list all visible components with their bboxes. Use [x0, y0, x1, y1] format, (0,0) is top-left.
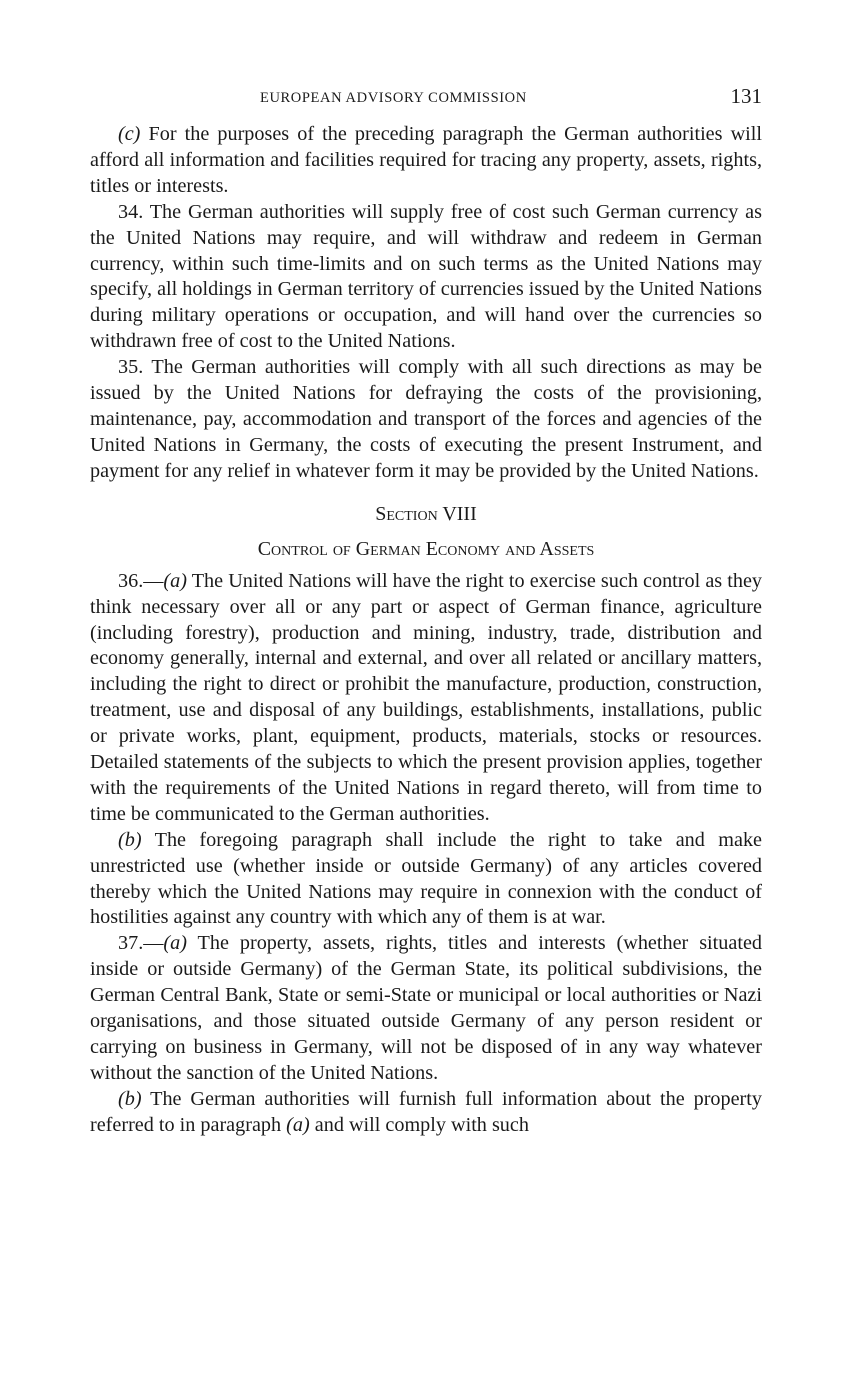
paragraph-36b — [90, 828, 762, 932]
section-title: Control of German Economy and Assets — [257, 537, 595, 560]
page-number: 131 — [730, 84, 762, 108]
paragraph-mark: (a) — [163, 932, 187, 955]
paragraph-35 — [90, 355, 762, 485]
paragraph-mark: (b) — [118, 828, 142, 851]
section-heading: Section VIII — [375, 502, 477, 525]
paragraph-text: 34. The German authorities will supply free of cost such German currency as the United Nations may require, and will withdraw and redeem in German currency, within such time-limits and on such terms as the United Nations may specify, all holdings in German territory of currencies issued by the United Nations during military operations or occupation, and will hand over the currencies so withdrawn free of cost to the United Nations. — [90, 200, 762, 353]
page-header — [90, 84, 762, 114]
paragraph-mark: (b) — [118, 1087, 142, 1110]
paragraph-text: 35. The German authorities will comply with all such directions as may be issued by the United Nations for defraying the costs of the provisioning, maintenance, pay, accommodation and transport of the forces and agencies of the United Nations in Germany, the costs of executing the present Instrument, and payment for any relief in whatever form it may be provided by the United Nations. — [90, 356, 762, 482]
paragraph-number: 36.— — [118, 569, 164, 592]
paragraph-34 — [90, 200, 762, 355]
paragraph-text: and will comply with such — [309, 1113, 529, 1136]
paragraph-37b — [90, 1087, 762, 1139]
paragraph-text: The United Nations will have the right to exercise such control as they think necessary over all or any part or aspect of German finance, agriculture (including forestry), production and mining, industry, trade, distribution and economy generally, internal and external, and over all related or ancillary matters, including the right to direct or prohibit the manufacture, production, construction, treatment, use and disposal of any buildings, establishments, installations, public or private works, plant, equipment, products, materials, stocks or resources. Detailed statements of the subjects to which the present provision applies, together with the requirements of the United Nations in regard thereto, will from time to time be communicated to the German authorities. — [90, 569, 762, 825]
paragraph-text: The property, assets, rights, titles and interests (whether situated inside or outside Germany) of the German State, its political subdivisions, the German Central Bank, State or semi-State or municipal or local authorities or Nazi organisations, and those situated outside Germany of any person resident or carrying on business in Germany, will not be disposed of in any way whatever without the sanction of the United Nations. — [90, 932, 762, 1084]
paragraph-36a — [90, 569, 762, 828]
paragraph-text: The foregoing paragraph shall include the right to take and make unrestricted use (whether inside or outside Germany) of any articles covered thereby which the United Nations may require in connexion with the conduct of hostilities against any country with which any of them is at war. — [90, 828, 762, 929]
paragraph-mark: (c) — [118, 123, 141, 145]
paragraph-mark: (a) — [163, 569, 187, 592]
paragraph-text: For the purposes of the preceding paragraph the German authorities will afford all information and facilities required for tracing any property, assets, rights, titles or interests. — [90, 123, 762, 197]
inline-mark: (a) — [286, 1113, 310, 1136]
paragraph-text: The German authorities will furnish full information about the property referred to in paragraph — [90, 1087, 762, 1136]
document-page — [90, 84, 762, 1139]
paragraph-number: 37.— — [118, 932, 164, 955]
running-title: EUROPEAN ADVISORY COMMISSION — [260, 90, 527, 106]
paragraph-33c — [90, 122, 762, 200]
paragraph-37a — [90, 931, 762, 1086]
